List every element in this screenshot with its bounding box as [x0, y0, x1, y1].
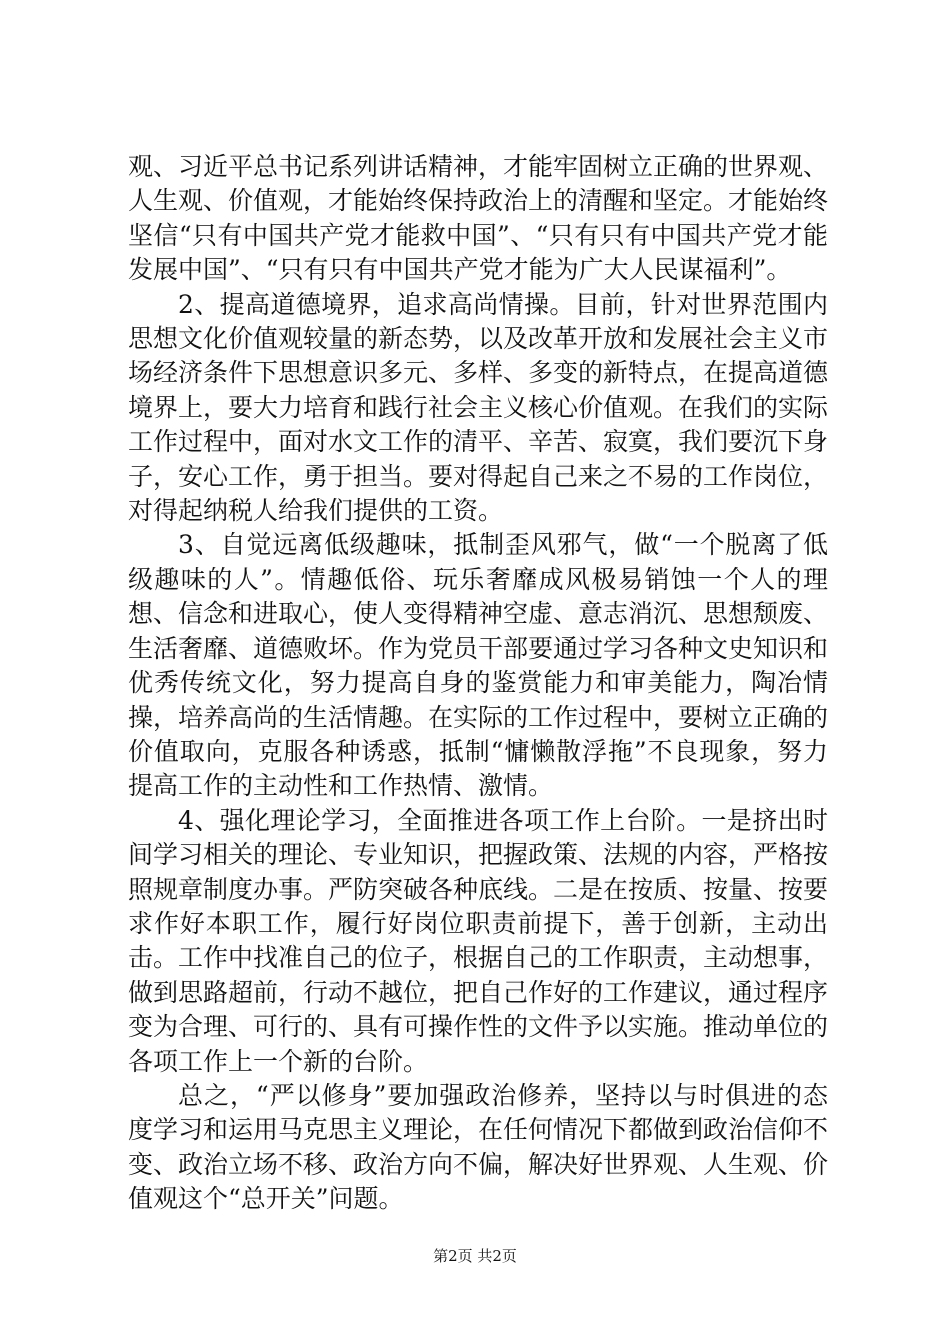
paragraph-summary: 总之，“严以修身”要加强政治修养，坚持以与时俱进的态度学习和运用马克思主义理论，在任何情况下都做到政治信仰不变、政治立场不移、政治方向不偏，解决好世界观、人生观、价值观这个“总开关”问题。 — [128, 1080, 829, 1214]
paragraph-item-2: 2、提高道德境界，追求高尚情操。目前，针对世界范围内思想文化价值观较量的新态势，以及改革开放和发展社会主义市场经济条件下思想意识多元、多样、多变的新特点，在提高道德境界上，要大力培育和践行社会主义核心价值观。在我们的实际工作过程中，面对水文工作的清平、辛苦、寂寞，我们要沉下身子，安心工作，勇于担当。要对得起自己来之不易的工作岗位，对得起纳税人给我们提供的工资。 — [128, 289, 829, 526]
page-footer: 第2页 共2页 — [433, 1247, 517, 1265]
paragraph-item-3: 3、自觉远离低级趣味，抵制歪风邪气，做“一个脱离了低级趣味的人”。情趣低俗、玩乐奢靡成风极易销蚀一个人的理想、信念和进取心，使人变得精神空虚、意志消沉、思想颓废、生活奢靡、道德败坏。作为党员干部要通过学习各种文史知识和优秀传统文化，努力提高自身的鉴赏能力和审美能力，陶冶情操，培养高尚的生活情趣。在实际的工作过程中，要树立正确的价值取向，克服各种诱惑，抵制“慵懒散浮拖”不良现象，努力提高工作的主动性和工作热情、激情。 — [128, 530, 829, 801]
paragraph-item-4: 4、强化理论学习，全面推进各项工作上台阶。一是挤出时间学习相关的理论、专业知识，把握政策、法规的内容，严格按照规章制度办事。严防突破各种底线。二是在按质、按量、按要求作好本职工作，履行好岗位职责前提下，善于创新，主动出击。工作中找准自己的位子，根据自己的工作职责，主动想事，做到思路超前，行动不越位，把自己作好的工作建议，通过程序变为合理、可行的、具有可操作性的文件予以实施。推动单位的各项工作上一个新的台阶。 — [128, 805, 829, 1076]
document-body — [128, 150, 828, 1217]
paragraph-continuation: 观、习近平总书记系列讲话精神，才能牢固树立正确的世界观、人生观、价值观，才能始终保持政治上的清醒和坚定。才能始终坚信“只有中国共产党才能救中国”、“只有只有中国共产党才能发展中国”、“只有只有中国共产党才能为广大人民谋福利”。 — [128, 152, 829, 285]
